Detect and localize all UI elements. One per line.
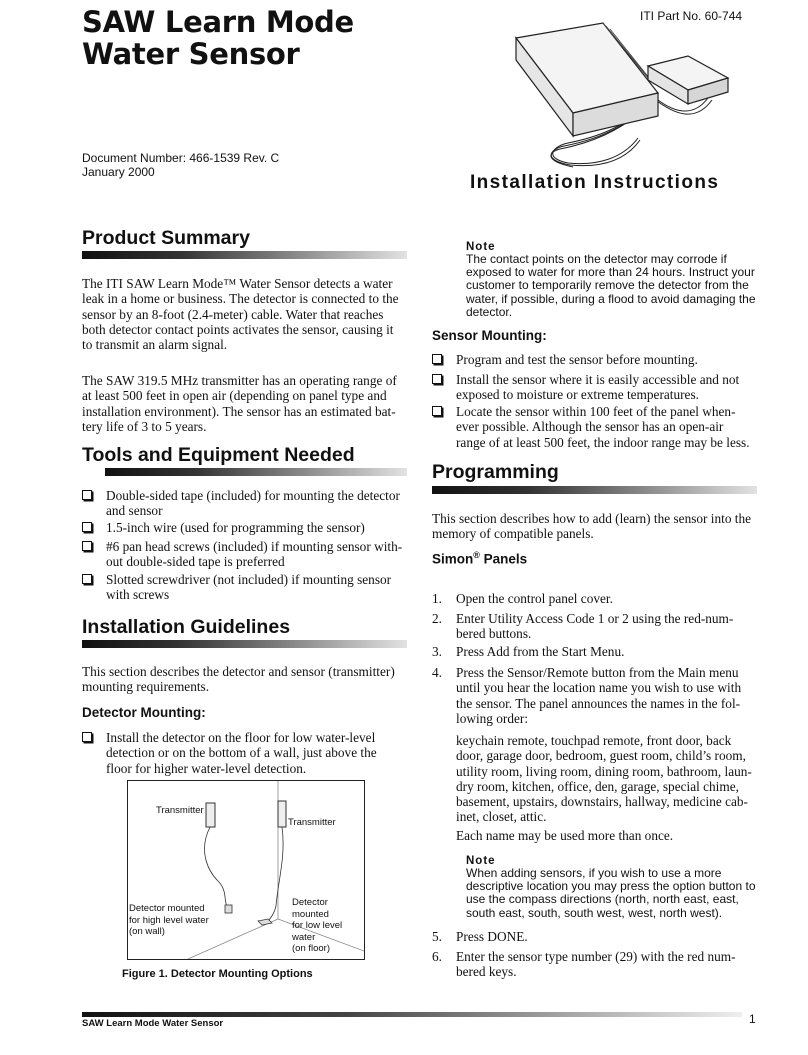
detector-label-floor: Detector mounted for low level water (on floor): [292, 897, 343, 954]
installation-instructions-title: Installation Instructions: [470, 172, 720, 193]
checkbox-bullet-icon: [82, 490, 92, 500]
installation-guidelines-heading: Installation Guidelines: [82, 616, 291, 638]
document-date: January 2000: [82, 165, 155, 179]
checkbox-bullet-icon: [432, 354, 442, 364]
detector-mounting-figure: [127, 780, 365, 960]
title-line-2: Water Sensor: [82, 37, 300, 71]
note-label: Note: [466, 241, 496, 253]
note-label: Note: [466, 855, 496, 867]
part-number: ITI Part No. 60-744: [640, 9, 743, 23]
section-divider: [432, 486, 757, 494]
programming-steps: 1. Open the control panel cover. 2. Enter Utility Access Code 1 or 2 using the red-num- bered buttons. 3. Press Add from the Start Menu. 4. Press the Sensor/Remote button from the Main menu until you hear the location name you wish to use with the sensor. The panel announces the names in the fol- lowing order: keychain remote, touchpad remote, front door, back door, garage door, bedroom, guest room, child’s room, utility room, living room, dining room, bathroom, laun- dry room, kitchen, office, den, garage, special chime, basement, upstairs, downstairs, hallway, medicine cab- inet, closet, attic. Each name may be used more than once.: [432, 591, 752, 843]
product-summary-paragraph-1: The ITI SAW Learn Mode™ Water Sensor detects a water leak in a home or business. The detector is connected to the sensor by an 8-foot (2.4-meter) cable. Water that reaches both detector contact points activates the sensor, causing it to transmit an alarm signal.: [82, 276, 399, 353]
programming-paragraph: This section describes how to add (learn) the sensor into the memory of compatible panels.: [432, 511, 752, 542]
section-divider: [82, 251, 407, 259]
note-text: The contact points on the detector may corrode if exposed to water for more than 24 hours. Instruct your customer to temporarily remove the detector from the water, if possible, during a flood to avoid damaging the detector.: [466, 252, 756, 319]
detector-mounting-heading: Detector Mounting:: [82, 705, 206, 720]
detector-label-wall: Detector mounted for high level water (on wall): [129, 903, 209, 937]
checkbox-bullet-icon: [432, 374, 442, 384]
sensor-mounting-heading: Sensor Mounting:: [432, 328, 547, 343]
tools-heading: Tools and Equipment Needed: [82, 444, 355, 466]
transmitter-label-left: Transmitter: [156, 805, 204, 816]
footer-divider: [82, 1012, 742, 1017]
sensor-mounting-list: Program and test the sensor before mounting. Install the sensor where it is easily accessible and not exposed to moisture or extreme temperatures. Locate the sensor within 100 feet of the panel when- ever possible. Although the sensor has an open-air range of at least 500 feet, the indoor range may be less.: [432, 352, 762, 448]
section-divider: [82, 640, 407, 648]
document-number: Document Number: 466-1539 Rev. C: [82, 151, 280, 165]
document-number-block: [82, 151, 279, 179]
programming-heading: Programming: [432, 461, 559, 483]
checkbox-bullet-icon: [432, 406, 442, 416]
product-summary-heading: Product Summary: [82, 227, 250, 249]
checkbox-bullet-icon: [82, 522, 92, 532]
detector-mounting-list: Install the detector on the floor for low water-level detection or on the bottom of a wall, just above the floor for higher water-level detection.: [82, 730, 412, 780]
title-line-1: SAW Learn Mode: [82, 5, 354, 39]
programming-steps-continued: 5. Press DONE. 6. Enter the sensor type number (29) with the red num- bered keys.: [432, 929, 736, 980]
guidelines-paragraph: This section describes the detector and sensor (transmitter) mounting requirements.: [82, 664, 395, 695]
footer-text: SAW Learn Mode Water Sensor: [82, 1018, 224, 1029]
checkbox-bullet-icon: [82, 541, 92, 551]
figure-caption: Figure 1. Detector Mounting Options: [122, 968, 313, 980]
product-summary-paragraph-2: The SAW 319.5 MHz transmitter has an operating range of at least 500 feet in open air (depending on panel type and installation environment). The sensor has an estimated bat- tery life of 3 to 5 years.: [82, 373, 397, 434]
water-sensor-illustration: [498, 18, 738, 168]
page-number: 1: [749, 1012, 756, 1026]
section-divider: [105, 468, 407, 476]
note-text: When adding sensors, if you wish to use a more descriptive location you may press the option button to use the compass directions (north, north east, east, south east, south, south west, west, north west).: [466, 866, 756, 920]
transmitter-label-right: Transmitter: [288, 817, 336, 828]
checkbox-bullet-icon: [82, 574, 92, 584]
document-title: [82, 6, 354, 70]
checkbox-bullet-icon: [82, 732, 92, 742]
simon-panels-heading: Simon® Panels: [432, 550, 528, 567]
